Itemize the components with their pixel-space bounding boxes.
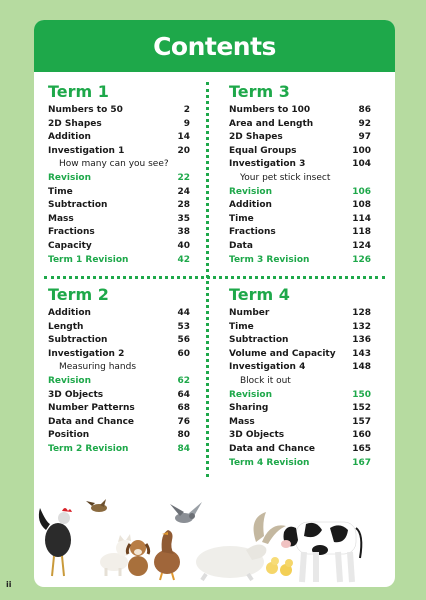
entry-page-number: 157 [352, 416, 371, 427]
contents-entry [48, 335, 190, 349]
contents-entry [48, 376, 190, 390]
entry-label: Equal Groups [229, 145, 297, 156]
entry-label: Investigation 1 [48, 145, 125, 156]
entry-label: Term 1 Revision [48, 254, 129, 265]
entry-page-number: 150 [352, 389, 371, 400]
entry-label: Data [229, 240, 253, 251]
contents-entry [48, 187, 190, 201]
entry-page-number: 165 [352, 443, 371, 454]
contents-entry [48, 227, 190, 241]
contents-entry [48, 200, 190, 214]
rooster-icon [39, 508, 72, 576]
contents-entry [48, 308, 190, 322]
entry-page-number: 92 [358, 118, 371, 129]
entry-label: Number [229, 308, 270, 318]
term-heading: Term 2 [48, 285, 109, 304]
entry-label: Investigation 3 [229, 159, 306, 170]
contents-entry [229, 458, 371, 472]
contents-entry [229, 308, 371, 322]
entry-page-number: 114 [352, 213, 371, 224]
entry-label: Fractions [48, 227, 95, 238]
contents-entry [229, 335, 371, 349]
contents-entry [48, 173, 190, 187]
entry-label: Time [229, 321, 254, 332]
contents-entry [48, 417, 190, 431]
entry-page-number: 22 [177, 172, 190, 183]
contents-entry [48, 214, 190, 228]
entry-label: Subtraction [48, 335, 108, 346]
puppy-icon [127, 540, 148, 576]
farm-animals-illustration [34, 480, 395, 587]
entry-page-number: 97 [358, 132, 371, 143]
entry-label: Term 3 Revision [229, 254, 310, 265]
contents-entry [229, 362, 371, 376]
contents-entry [229, 430, 371, 444]
entry-page-number: 143 [352, 348, 371, 359]
entry-label: Fractions [229, 227, 276, 238]
term-2-section [48, 285, 190, 458]
entry-label: Term 2 Revision [48, 443, 129, 454]
entry-page-number: 14 [177, 132, 190, 143]
entry-label: Measuring hands [59, 362, 137, 373]
contents-entry [48, 132, 190, 146]
term-1-section [48, 82, 190, 268]
horizontal-divider [44, 276, 385, 279]
entry-label: Addition [48, 132, 91, 143]
entry-label: Revision [229, 389, 273, 400]
entry-page-number: 152 [352, 403, 371, 414]
contents-subtitle [48, 362, 190, 376]
term-heading: Term 4 [229, 285, 290, 304]
vertical-divider [206, 82, 209, 477]
entry-label: Block it out [240, 375, 291, 386]
entry-label: Subtraction [229, 335, 289, 346]
entry-page-number: 38 [177, 227, 190, 238]
duck-icon [154, 530, 180, 580]
entry-page-number: 128 [352, 308, 371, 318]
entry-page-number: 40 [177, 240, 190, 251]
entry-page-number: 136 [352, 335, 371, 346]
entry-label: Time [48, 186, 73, 197]
contents-entry [48, 430, 190, 444]
entry-label: Addition [229, 200, 272, 211]
contents-page [34, 20, 395, 587]
contents-entry [48, 119, 190, 133]
entry-page-number: 62 [177, 375, 190, 386]
entry-page-number: 108 [352, 200, 371, 211]
entry-label: Addition [48, 308, 91, 318]
entry-page-number: 44 [177, 308, 190, 318]
kitten-icon [100, 534, 132, 576]
entry-page-number: 35 [177, 213, 190, 224]
contents-entry [48, 255, 190, 269]
term-heading: Term 1 [48, 82, 109, 101]
contents-entry [229, 417, 371, 431]
entry-label: Capacity [48, 240, 92, 251]
entry-label: Revision [229, 186, 273, 197]
entry-page-number: 20 [177, 145, 190, 156]
contents-entry [229, 241, 371, 255]
entry-page-number: 60 [177, 348, 190, 359]
pigeon-icon [170, 502, 202, 523]
cow-icon [281, 522, 361, 582]
entry-page-number: 84 [177, 443, 190, 454]
entry-page-number: 132 [352, 321, 371, 332]
entry-label: Data and Chance [48, 416, 135, 427]
contents-list [48, 308, 190, 458]
entry-label: Subtraction [48, 200, 108, 211]
entry-page-number: 86 [358, 105, 371, 115]
entry-page-number: 76 [177, 416, 190, 427]
contents-entry [48, 390, 190, 404]
page-title: Contents [153, 31, 276, 61]
contents-list [48, 105, 190, 268]
contents-entry [229, 322, 371, 336]
contents-entry [229, 227, 371, 241]
entry-label: Revision [48, 375, 92, 386]
entry-page-number: 167 [352, 457, 371, 468]
entry-page-number: 104 [352, 159, 371, 170]
entry-label: Numbers to 50 [48, 105, 123, 115]
entry-page-number: 126 [352, 254, 371, 265]
contents-entry [229, 444, 371, 458]
contents-entry [229, 119, 371, 133]
contents-entry [48, 349, 190, 363]
entry-label: Sharing [229, 403, 269, 414]
entry-label: Data and Chance [229, 443, 316, 454]
entry-label: Time [229, 213, 254, 224]
contents-entry [229, 146, 371, 160]
page-number: ii [6, 580, 12, 589]
entry-page-number: 106 [352, 186, 371, 197]
entry-label: Revision [48, 172, 92, 183]
title-banner [34, 20, 395, 72]
entry-page-number: 56 [177, 335, 190, 346]
contents-entry [48, 146, 190, 160]
entry-page-number: 53 [177, 321, 190, 332]
contents-entry [229, 255, 371, 269]
entry-page-number: 68 [177, 403, 190, 414]
entry-label: Investigation 2 [48, 348, 125, 359]
entry-page-number: 28 [177, 200, 190, 211]
contents-subtitle [229, 376, 371, 390]
entry-page-number: 80 [177, 430, 190, 441]
contents-subtitle [229, 173, 371, 187]
bird-icon [86, 499, 107, 512]
contents-entry [229, 132, 371, 146]
entry-page-number: 160 [352, 430, 371, 441]
contents-entry [229, 105, 371, 119]
entry-page-number: 24 [177, 186, 190, 197]
contents-entry [48, 403, 190, 417]
contents-list [229, 105, 371, 268]
contents-entry [229, 214, 371, 228]
entry-label: 2D Shapes [229, 132, 283, 143]
entry-page-number: 148 [352, 362, 371, 373]
contents-entry [229, 403, 371, 417]
contents-entry [48, 322, 190, 336]
entry-label: Investigation 4 [229, 362, 306, 373]
entry-label: Position [48, 430, 90, 441]
contents-entry [48, 444, 190, 458]
entry-label: How many can you see? [59, 159, 169, 170]
contents-entry [229, 159, 371, 173]
entry-page-number: 9 [183, 118, 190, 129]
term-4-section [229, 285, 371, 471]
entry-label: 2D Shapes [48, 118, 102, 129]
contents-entry [229, 349, 371, 363]
entry-label: Term 4 Revision [229, 457, 310, 468]
entry-page-number: 124 [352, 240, 371, 251]
contents-entry [229, 200, 371, 214]
contents-entry [229, 390, 371, 404]
contents-subtitle [48, 159, 190, 173]
term-heading: Term 3 [229, 82, 290, 101]
entry-label: Your pet stick insect [240, 172, 331, 183]
contents-list [229, 308, 371, 471]
entry-label: Volume and Capacity [229, 348, 336, 359]
entry-page-number: 100 [352, 145, 371, 156]
entry-label: 3D Objects [48, 389, 104, 400]
contents-entry [48, 105, 190, 119]
entry-label: Area and Length [229, 118, 314, 129]
entry-page-number: 2 [183, 105, 190, 115]
entry-label: Mass [229, 416, 255, 427]
entry-label: Numbers to 100 [229, 105, 311, 115]
entry-page-number: 64 [177, 389, 190, 400]
entry-label: 3D Objects [229, 430, 285, 441]
entry-label: Number Patterns [48, 403, 135, 414]
chicks-icon [266, 557, 293, 576]
contents-entry [229, 187, 371, 201]
entry-label: Mass [48, 213, 74, 224]
term-3-section [229, 82, 371, 268]
entry-page-number: 42 [177, 254, 190, 265]
entry-page-number: 118 [352, 227, 371, 238]
contents-entry [48, 241, 190, 255]
entry-label: Length [48, 321, 84, 332]
